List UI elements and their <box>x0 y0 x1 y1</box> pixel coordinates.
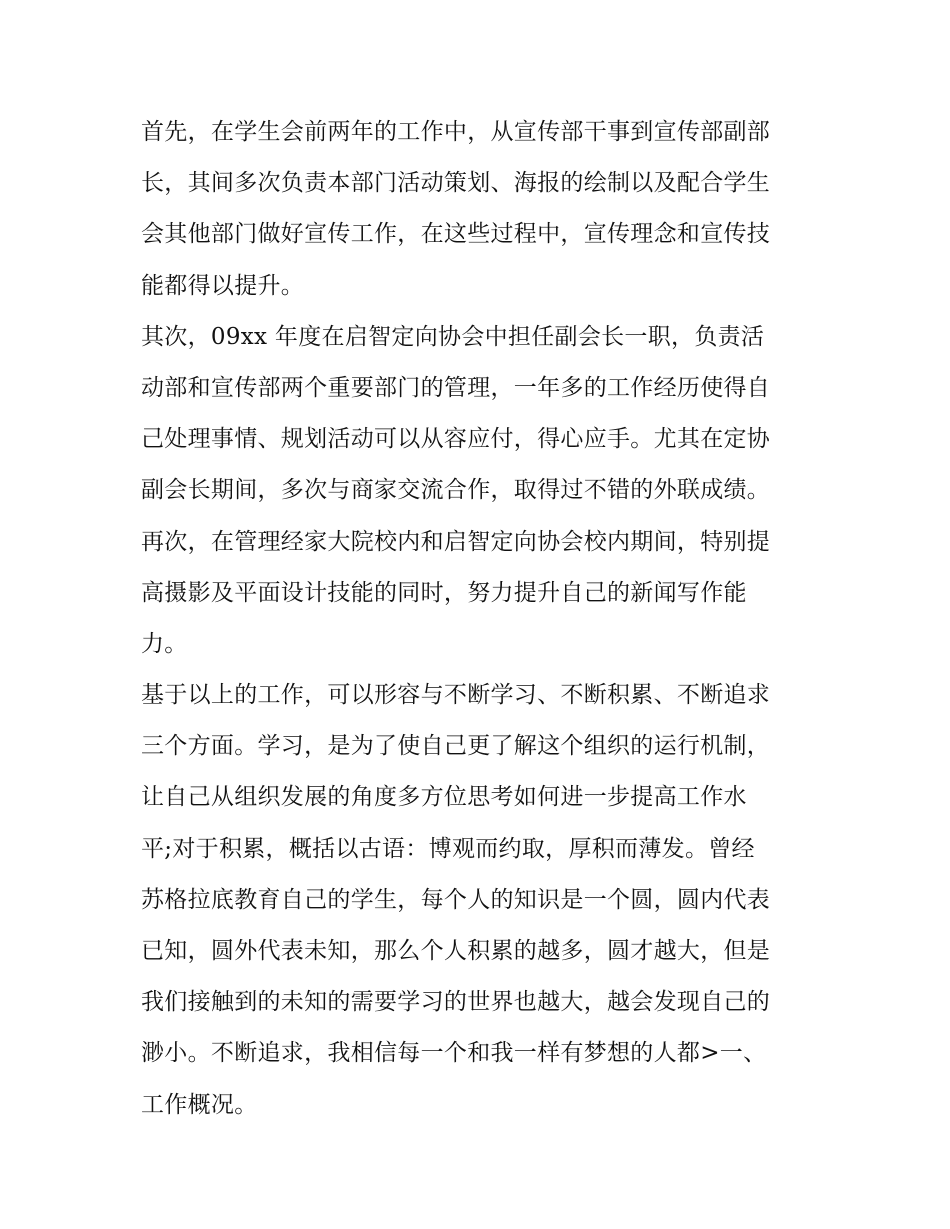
text-line: 会其他部门做好宣传工作，在这些过程中，宣传理念和宣传技 <box>141 221 771 248</box>
text-line: 基于以上的工作，可以形容与不断学习、不断积累、不断追求 <box>141 682 771 709</box>
text-line: 让自己从组织发展的角度多方位思考如何进一步提高工作水 <box>141 784 747 811</box>
text-line: 长，其间多次负责本部门活动策划、海报的绘制以及配合学生 <box>141 170 771 197</box>
text-line: 能都得以提升。 <box>141 272 305 299</box>
text-line: 力。 <box>141 630 188 657</box>
text-line: 高摄影及平面设计技能的同时，努力提升自己的新闻写作能 <box>141 579 747 606</box>
text-line: 我们接触到的未知的需要学习的世界也越大，越会发现自己的 <box>141 989 771 1016</box>
text-line: 动部和宣传部两个重要部门的管理，一年多的工作经历使得自 <box>141 374 771 401</box>
text-line: 首先，在学生会前两年的工作中，从宣传部干事到宣传部副部 <box>141 119 771 145</box>
text-line: 再次，在管理经家大院校内和启智定向协会校内期间，特别提 <box>141 528 771 555</box>
document-body <box>141 107 821 1131</box>
text-line: 已知，圆外代表未知，那么个人积累的越多，圆才越大，但是 <box>141 938 771 964</box>
text-line: 其次，09xx 年度在启智定向协会中担任副会长一职，负责活 <box>141 323 765 350</box>
text-line: 苏格拉底教育自己的学生，每个人的知识是一个圆，圆内代表 <box>141 886 771 913</box>
text-line: 平;对于积累，概括以古语：博观而约取，厚积而薄发。曾经 <box>141 835 755 862</box>
text-line: 渺小。不断追求，我相信每一个和我一样有梦想的人都>一、 <box>141 1040 767 1067</box>
text-line: 己处理事情、规划活动可以从容应付，得心应手。尤其在定协 <box>141 426 771 453</box>
text-line: 工作概况。 <box>141 1091 258 1118</box>
text-line: 副会长期间，多次与商家交流合作，取得过不错的外联成绩。 <box>141 477 771 504</box>
text-line: 三个方面。学习，是为了使自己更了解这个组织的运行机制， <box>141 733 771 760</box>
